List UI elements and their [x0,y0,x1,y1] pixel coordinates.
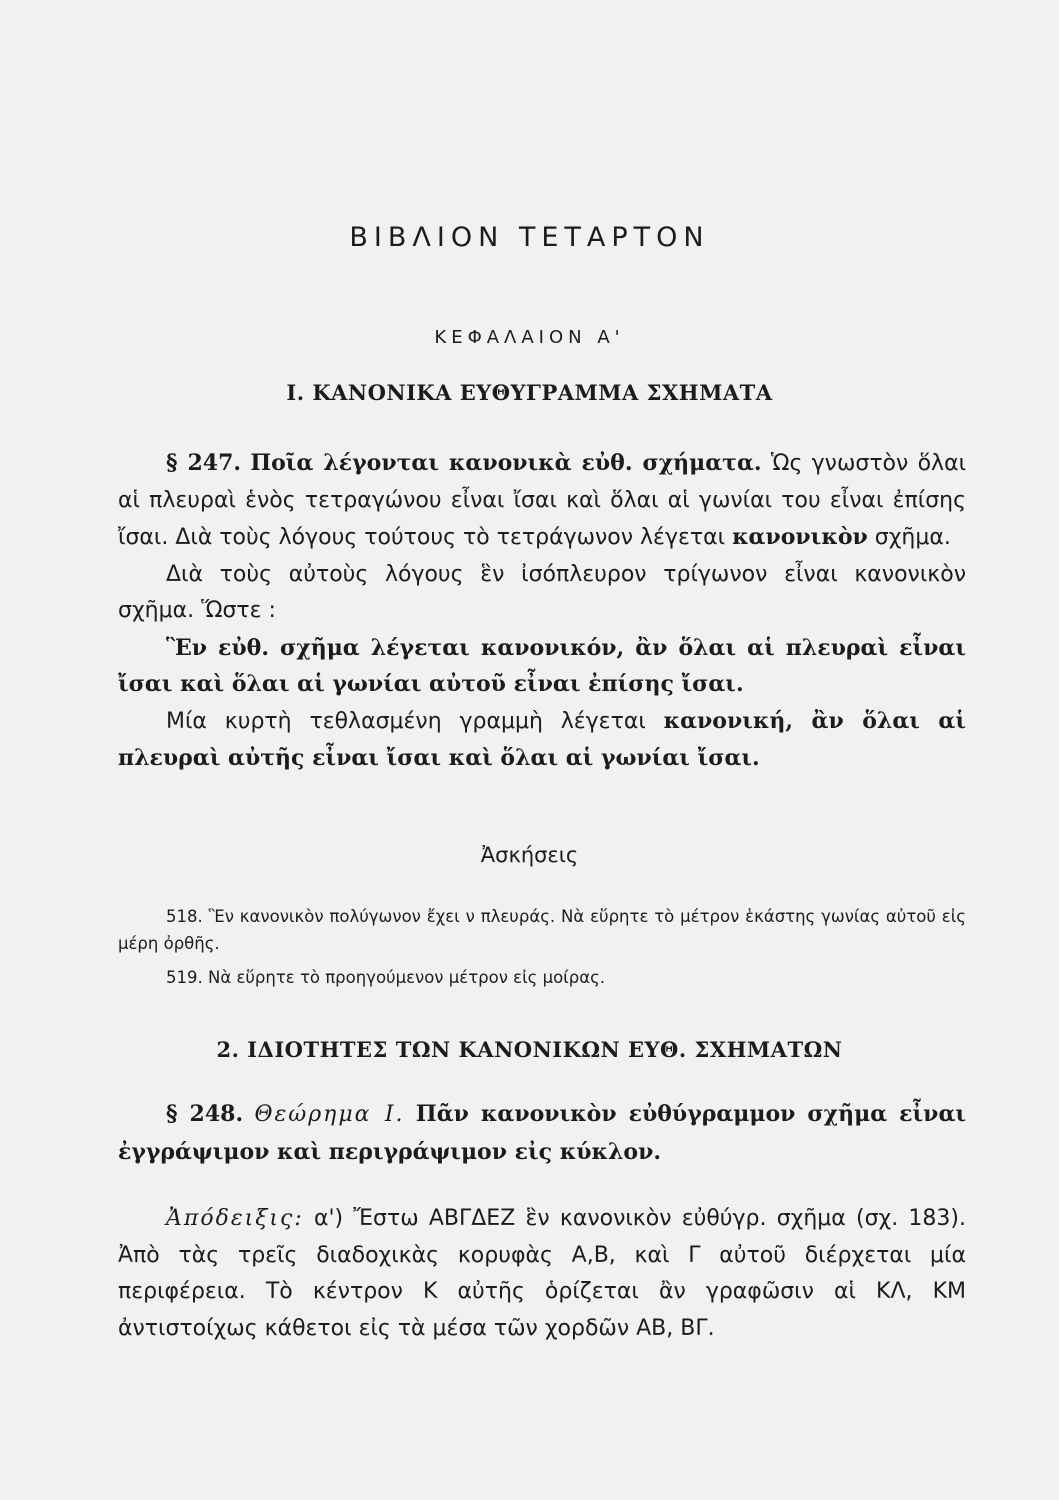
proof-label: Ἀπόδειξις: [166,1206,304,1231]
exercise-519-text: 519. Νὰ εὕρητε τὸ προηγούμενον μέτρον εἰς μοίρας. [166,968,606,987]
section-2-title: 2. ΙΔΙΟΤΗΤΕΣ ΤΩΝ ΚΑΝΟΝΙΚΩΝ ΕΥΘ. ΣΧΗΜΑΤΩΝ [216,1037,843,1062]
p248-theorem-label: Θεώρημα Ι. [254,1102,405,1127]
book-title: ΒΙΒΛΙΟΝ ΤΕΤΑΡΤΟΝ [349,222,710,253]
p247-number: § 247. [166,450,242,476]
p247-heading: Ποῖα λέγονται κανονικὰ εὐθ. σχήματα. [250,450,762,476]
section-1-title: Ι. ΚΑΝΟΝΙΚΑ ΕΥΘΥΓΡΑΜΜΑ ΣΧΗΜΑΤΑ [286,380,773,405]
p247-text1: Ὡς γνωστὸν ὅλαι αἱ πλευραὶ ἑνὸς τετραγώνου εἶναι ἴσαι καὶ ὅλαι αἱ γωνίαι του εἶναι ἐπίσης ἴσαι. Διὰ τοὺς λόγους τούτους τὸ τετράγωνον λέγεται [118,451,967,550]
exercises-heading: Ἀσκήσεις [480,843,579,867]
paragraph-247 [118,445,966,778]
exercise-518 [118,903,966,957]
paragraph-248 [118,1096,966,1171]
proof-paragraph [118,1201,966,1347]
p247-rule2: κανονική, ἂν ὅλαι αἱ πλευραὶ αὐτῆς εἶναι ἴσαι καὶ ὅλαι αἱ γωνίαι ἴσαι. [118,707,966,771]
proof-text: α') Ἔστω ΑΒΓΔΕΖ ἓν κανονικὸν εὐθύγρ. σχῆμα (σχ. 183). Ἀπὸ τὰς τρεῖς διαδοχικὰς κορυφὰς Α,Β, καὶ Γ αὐτοῦ διέρχεται μία περιφέρεια. Τὸ κέντρον Κ αὐτῆς ὁρίζεται ἂν γραφῶσιν αἱ ΚΛ, ΚΜ ἀντιστοίχως κάθετοι εἰς τὰ μέσα τῶν χορδῶν ΑΒ, ΒΓ. [118,1206,966,1341]
exercise-519 [118,964,966,991]
chapter-heading: ΚΕΦΑΛΑΙΟΝ Α' [434,327,625,348]
p248-statement: Πᾶν κανονικὸν εὐθύγραμμον σχῆμα εἶναι ἐγγράψιμον καὶ περιγράψιμον εἰς κύκλον. [118,1101,967,1165]
p247-term: κανονικὸν [732,524,868,550]
p247-text2: σχῆμα. [874,525,951,550]
p247-rule: Ἓν εὐθ. σχῆμα λέγεται κανονικόν, ἂν ὅλαι αἱ πλευραὶ εἶναι ἴσαι καὶ ὅλαι αἱ γωνίαι αὐτοῦ εἶναι ἐπίσης ἴσαι. [118,634,966,697]
p247-text3: Διὰ τοὺς αὐτοὺς λόγους ἓν ἰσόπλευρον τρίγωνον εἶναι κανονικὸν σχῆμα. Ὥστε : [118,561,966,623]
p248-number: § 248. [166,1101,244,1127]
p247-text4: Μία κυρτὴ τεθλασμένη γραμμὴ λέγεται [166,708,646,734]
exercise-518-text: 518. Ἓν κανονικὸν πολύγωνον ἔχει ν πλευράς. Νὰ εὕρητε τὸ μέτρον ἑκάστης γωνίας αὐτοῦ εἰς μέρη ὀρθῆς. [118,907,966,953]
